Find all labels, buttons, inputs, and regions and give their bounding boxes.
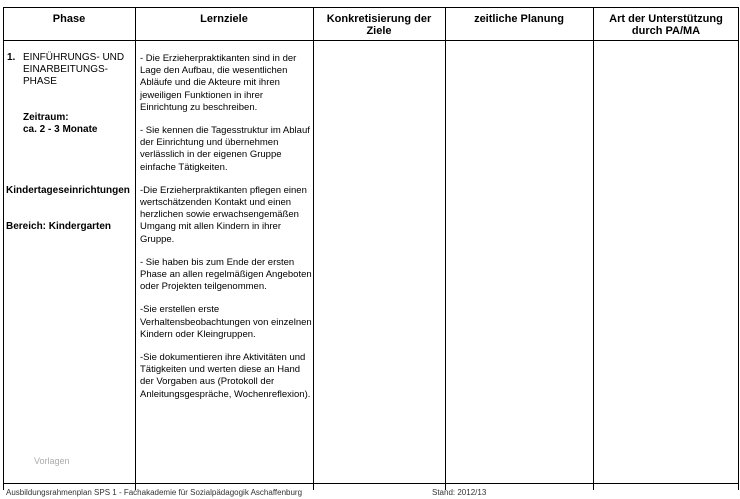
lernziel-item: -Sie dokumentieren ihre Aktivitäten und Tätigkeiten und werten diese an Hand der Vorgaben aus (Protokoll der Anleitungsgespräche, Wochenreflexion). [140, 352, 311, 400]
lernziel-item: -Die Erzieherpraktikanten pflegen einen wertschätzenden Kontakt und einen herzlichen sowie erwachsengemäßen Umgang mit allen Kindern in ihrer Gruppe. [140, 184, 307, 245]
table-border-top [3, 7, 738, 8]
zeitraum-value: ca. 2 - 3 Monate [23, 124, 98, 135]
footer-right: Stand: 2012/13 [432, 488, 487, 497]
header-zeitliche-planung: zeitliche Planung [474, 13, 564, 25]
table-border-left [3, 7, 4, 490]
lernziel-item: - Sie haben bis zum Ende der ersten Phase an allen regelmäßigen Angeboten oder Projekten teilgenommen. [140, 256, 312, 293]
lernziel-item: - Die Erzieherpraktikanten sind in der Lage den Aufbau, die wesentlichen Abläufe und die Akteure mit ihren jeweiligen Funktionen in ihrer Einrichtung zu beschreiben. [140, 53, 297, 113]
watermark-text: Vorlagen [34, 456, 70, 466]
header-unterstuetzung: Art der Unterstützung durch PA/MA [609, 13, 723, 37]
lernziele-list [140, 53, 312, 412]
table-border-bottom [3, 483, 738, 484]
phase-title: EINFÜHRUNGS- UND EINARBEITUNGS-PHASE [23, 52, 125, 87]
table-border-right [738, 7, 739, 490]
column-divider-2 [313, 7, 314, 490]
footer-left: Ausbildungsrahmenplan SPS 1 - Fachakademie für Sozialpädagogik Aschaffenburg [6, 488, 303, 497]
header-phase: Phase [52, 13, 86, 25]
column-divider-4 [593, 7, 594, 490]
column-divider-1 [135, 7, 136, 490]
phase-number: 1. [7, 52, 16, 63]
header-divider [3, 40, 738, 41]
column-divider-3 [445, 7, 446, 490]
bereich-label: Bereich: Kindergarten [6, 221, 112, 232]
header-lernziele: Lernziele [200, 13, 248, 25]
zeitraum-label: Zeitraum: [23, 112, 69, 123]
lernziel-item: -Sie erstellen erste Verhaltensbeobachtungen von einzelnen Kindern oder Kleingruppen. [140, 304, 312, 340]
header-konkretisierung: Konkretisierung der Ziele [326, 13, 432, 37]
einrichtung-label: Kindertageseinrichtungen [6, 185, 130, 196]
lernziel-item: - Sie kennen die Tagesstruktur im Ablauf der Einrichtung und übernehmen verlässlich in der eigenen Gruppe einfache Tätigkeiten. [140, 125, 310, 173]
